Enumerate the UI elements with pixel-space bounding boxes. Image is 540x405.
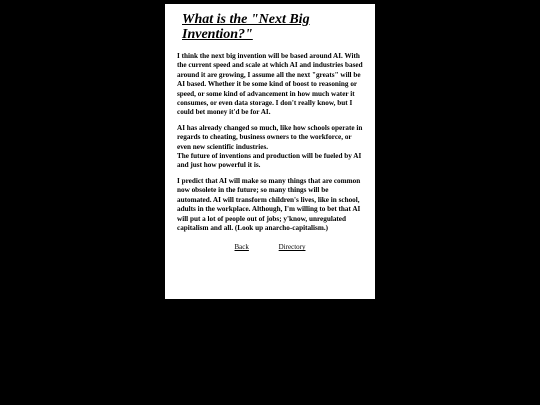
paragraph-3: I predict that AI will make so many things that are common now obsolete in the future; so many things will be automated. AI will transform children's lives, like in school, adults in the workplace. Although, I'm willing to bet that AI will put a lot of people out of jobs; y'know, unregulated capitalism and all. (Look up anarcho-capitalism.) [177,176,361,232]
page-title: What is the "Next Big Invention?" [182,12,310,42]
paragraph-2-line-2: The future of inventions and production will be fueled by AI and just how powerful it is. [177,152,362,170]
content-panel [165,4,375,299]
directory-link[interactable]: Directory [278,243,306,252]
back-link[interactable]: Back [234,243,249,252]
paragraph-2-line-1: AI has already changed so much, like how schools operate in regards to cheating, business owners to the workforce, or even new scientific industries. [177,123,363,151]
nav-links [177,243,363,252]
paragraph-1: I think the next big invention will be based around AI. With the current speed and scale at which AI and industries based around it are growing, I assume all the next "greats" will be AI based. Whether it be some kind of boost to reasoning or speed, or some kind of advancement in how much water it consumes, or even data storage. I don't really know, but I could bet money it'd be for AI. [177,52,363,117]
paragraph-2 [177,124,363,171]
